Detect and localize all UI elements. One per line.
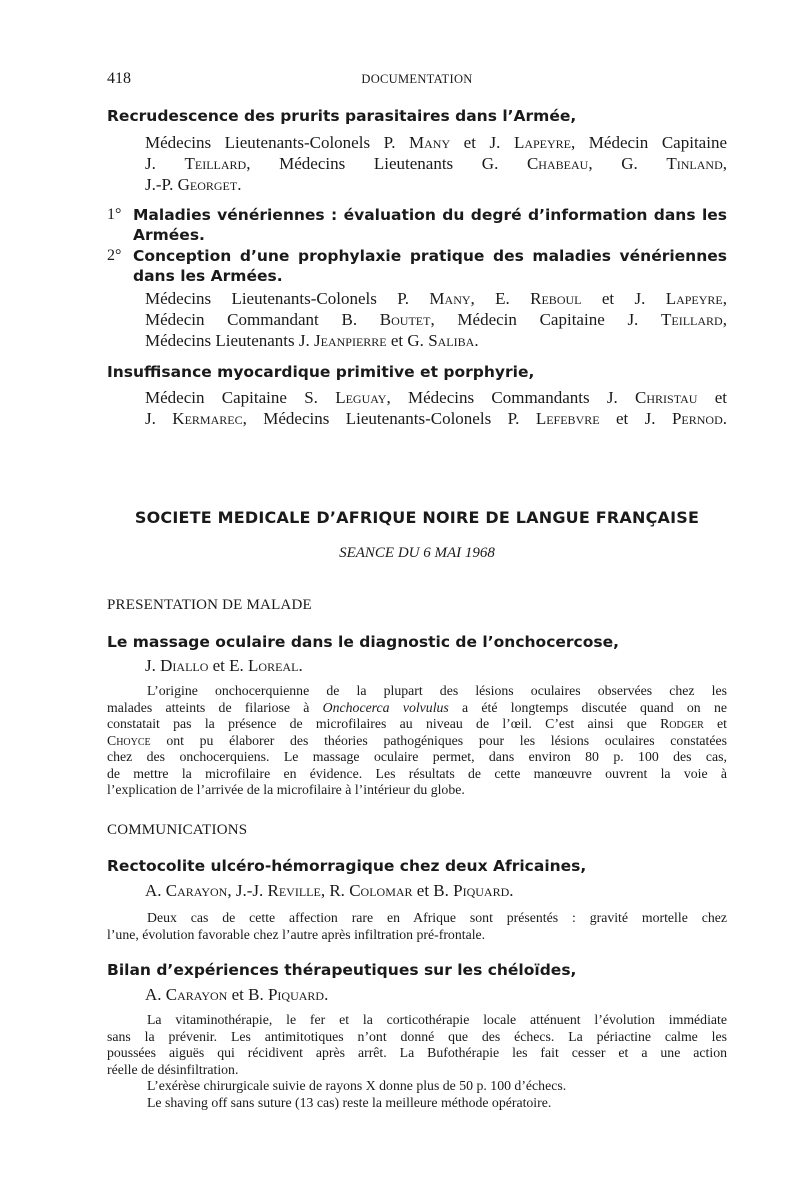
text-segment: J.-P. [145, 175, 178, 194]
author-surname: Teillard [184, 154, 247, 173]
author-surname: Lefebvre [535, 409, 600, 428]
text-segment: , Médecins Commandants J. [386, 388, 636, 407]
text-segment: et G. [386, 331, 429, 350]
text-segment: . [509, 881, 514, 900]
session-date: SEANCE DU 6 MAI 1968 [339, 545, 495, 561]
author-surname: Loreal [248, 656, 299, 675]
text-line [107, 749, 727, 766]
text-line [107, 1062, 727, 1079]
author-surname: Boutet [379, 310, 431, 329]
author-surname: Christau [635, 388, 698, 407]
item-number: 1° [107, 206, 122, 223]
text-segment: malades atteints de filariose à [107, 699, 323, 715]
text-segment: L’exérèse chirurgicale suivie de rayons X donne plus de 50 p. 100 d’échecs. [147, 1078, 567, 1093]
text-segment: , Médecins Lieutenants G. [246, 154, 527, 173]
text-line [145, 387, 727, 408]
author-surname: Georget [177, 175, 238, 194]
text-line [107, 733, 727, 750]
text-line [145, 309, 727, 330]
society-heading: SOCIETE MEDICALE D’AFRIQUE NOIRE DE LANGUE FRANÇAISE [134, 508, 700, 527]
page-header [107, 70, 727, 90]
text-segment: réelle de désinfiltration. [107, 1061, 239, 1077]
item-title [133, 246, 727, 286]
text-line [145, 132, 727, 153]
text-segment: Médecins Lieutenants J. [145, 331, 315, 350]
text-line [145, 880, 727, 901]
article-title: Insuffisance myocardique primitive et porphyrie, [107, 363, 535, 381]
text-line [107, 1045, 727, 1062]
text-segment: poussées aiguës qui récidivent après arrêt. La Bufothérapie les fait cesser et a une action [107, 1045, 727, 1060]
author-surname: Saliba [428, 331, 475, 350]
abstract-paragraph [107, 910, 727, 943]
text-segment: , [722, 310, 727, 329]
author-surname: Lapeyre [513, 133, 571, 152]
author-surname: Reville [267, 881, 321, 900]
text-segment: A. [145, 881, 166, 900]
author-surname: Kermarec [172, 409, 243, 428]
text-line [107, 1095, 727, 1112]
page-number: 418 [107, 70, 131, 87]
text-segment: , R. [320, 881, 350, 900]
text-segment: , [722, 289, 728, 308]
text-segment: , J.-J. [227, 881, 268, 900]
text-segment: l’une, évolution favorable chez l’autre après infiltration pré-frontale. [107, 926, 486, 942]
text-line [145, 984, 727, 1005]
text-segment: ont pu élaborer des théories pathogéniques pour les lésions oculaires constatées [150, 732, 727, 748]
article-title: Le massage oculaire dans le diagnostic de l’onchocercose, [107, 633, 619, 651]
author-surname: Lapeyre [665, 289, 723, 308]
text-segment: et J. [599, 409, 672, 428]
text-segment: et B. [412, 881, 454, 900]
text-segment: , Médecins Lieutenants-Colonels P. [242, 409, 536, 428]
text-segment: Médecin Commandant B. [145, 310, 380, 329]
text-line: Conception d’une prophylaxie pratique des maladies vénériennes [133, 247, 727, 265]
text-line [107, 782, 727, 799]
text-segment: Médecin Capitaine S. [145, 388, 336, 407]
text-segment: J. [145, 409, 173, 428]
text-segment: . [237, 175, 242, 194]
author-surname: Piquard [453, 881, 510, 900]
text-line [107, 1012, 727, 1029]
item-number: 2° [107, 247, 122, 264]
text-segment: Médecins Lieutenants-Colonels P. [145, 289, 430, 308]
text-segment: Le shaving off sans suture (13 cas) reste la meilleure méthode opératoire. [147, 1094, 552, 1110]
text-segment: et E. [208, 656, 249, 675]
author-surname: Tinland [666, 154, 723, 173]
author-surname: Carayon [165, 985, 228, 1004]
author-list [145, 655, 727, 676]
text-segment: et J. [450, 133, 514, 152]
item-title [133, 205, 727, 245]
author-surname: Diallo [160, 656, 209, 675]
text-line: Armées. [133, 226, 205, 244]
text-line [145, 330, 727, 351]
text-segment: l’explication de l’arrivée de la microfilaire à l’intérieur du globe. [107, 782, 465, 797]
text-segment: Deux cas de cette affection rare en Afrique sont présentés : gravité mortelle chez [147, 910, 727, 925]
text-segment: , E. [470, 289, 531, 308]
text-line [107, 1078, 727, 1095]
author-surname: Piquard [267, 985, 325, 1004]
author-surname: Reboul [530, 289, 582, 308]
text-line [145, 153, 727, 174]
text-line [145, 288, 727, 309]
author-list [145, 984, 727, 1005]
text-line [107, 683, 727, 700]
article-title: Recrudescence des prurits parasitaires dans l’Armée, [107, 107, 577, 125]
author-surname: Chabeau [526, 154, 589, 173]
article-title: Rectocolite ulcéro-hémorragique chez deux Africaines, [107, 857, 587, 875]
text-segment: J. [145, 154, 185, 173]
text-segment: et [697, 388, 727, 407]
text-line [107, 910, 727, 927]
text-segment: Médecins Lieutenants-Colonels P. [145, 133, 409, 152]
text-segment: . [324, 985, 329, 1004]
text-segment: , Médecin Capitaine J. [430, 310, 662, 329]
abstract-paragraph [107, 1012, 727, 1111]
author-list [145, 880, 727, 901]
author-surname: Leguay [335, 388, 387, 407]
text-line [107, 927, 727, 944]
text-segment: , Médecin Capitaine [571, 133, 727, 152]
author-surname: Pernod [671, 409, 723, 428]
text-segment: a été longtemps discutée quand on ne [448, 699, 727, 715]
text-segment: sans la prévenir. Les antimitotiques n’ont donné que des échecs. La périactine calme les [107, 1028, 727, 1044]
text-line [107, 716, 727, 733]
text-segment: L’origine onchocerquienne de la plupart des lésions oculaires observées chez les [147, 683, 727, 698]
author-list [145, 387, 727, 429]
section-heading: PRESENTATION DE MALADE [107, 597, 312, 613]
author-surname: Jeanpierre [314, 331, 387, 350]
author-surname: Many [429, 289, 471, 308]
author-surname: Many [409, 133, 451, 152]
running-title: DOCUMENTATION [361, 72, 473, 86]
text-segment: La vitaminothérapie, le fer et la corticothérapie locale atténuent l’évolution immédiate [147, 1012, 727, 1027]
text-line [145, 408, 727, 429]
author-surname: Choyce [107, 732, 151, 748]
text-segment: J. [145, 656, 161, 675]
text-segment: . [722, 409, 728, 428]
author-surname: Colomar [349, 881, 413, 900]
text-segment: , [722, 154, 727, 173]
text-segment: et B. [227, 985, 268, 1004]
text-line [145, 174, 727, 195]
abstract-paragraph [107, 683, 727, 799]
text-line: Maladies vénériennes : évaluation du degré d’information dans les [133, 206, 727, 224]
text-line [107, 700, 727, 717]
text-segment: et J. [581, 289, 666, 308]
text-line: dans les Armées. [133, 267, 283, 285]
text-line [145, 655, 727, 676]
text-segment: et [703, 716, 727, 731]
author-surname: Rodger [660, 716, 704, 731]
text-segment: Onchocerca volvulus [322, 699, 449, 715]
text-segment: chez des onchocerquiens. Le massage oculaire permet, dans environ 80 p. 100 des cas, [107, 749, 727, 764]
text-segment: de mettre la microfilaire en évidence. Les résultats de cette manœuvre ouvrent la voie à [107, 765, 727, 781]
section-heading: COMMUNICATIONS [107, 822, 248, 838]
text-segment: . [298, 656, 303, 675]
text-segment: A. [145, 985, 166, 1004]
article-title: Bilan d’expériences thérapeutiques sur les chéloïdes, [107, 961, 577, 979]
author-list [145, 132, 727, 195]
text-line [107, 1029, 727, 1046]
text-segment: . [474, 331, 479, 350]
author-list [145, 288, 727, 351]
text-line [107, 766, 727, 783]
text-segment: , G. [588, 154, 667, 173]
author-surname: Teillard [661, 310, 723, 329]
author-surname: Carayon [165, 881, 228, 900]
text-segment: constatait pas la présence de microfilaires au niveau de l’œil. C’est ainsi que [107, 716, 661, 731]
